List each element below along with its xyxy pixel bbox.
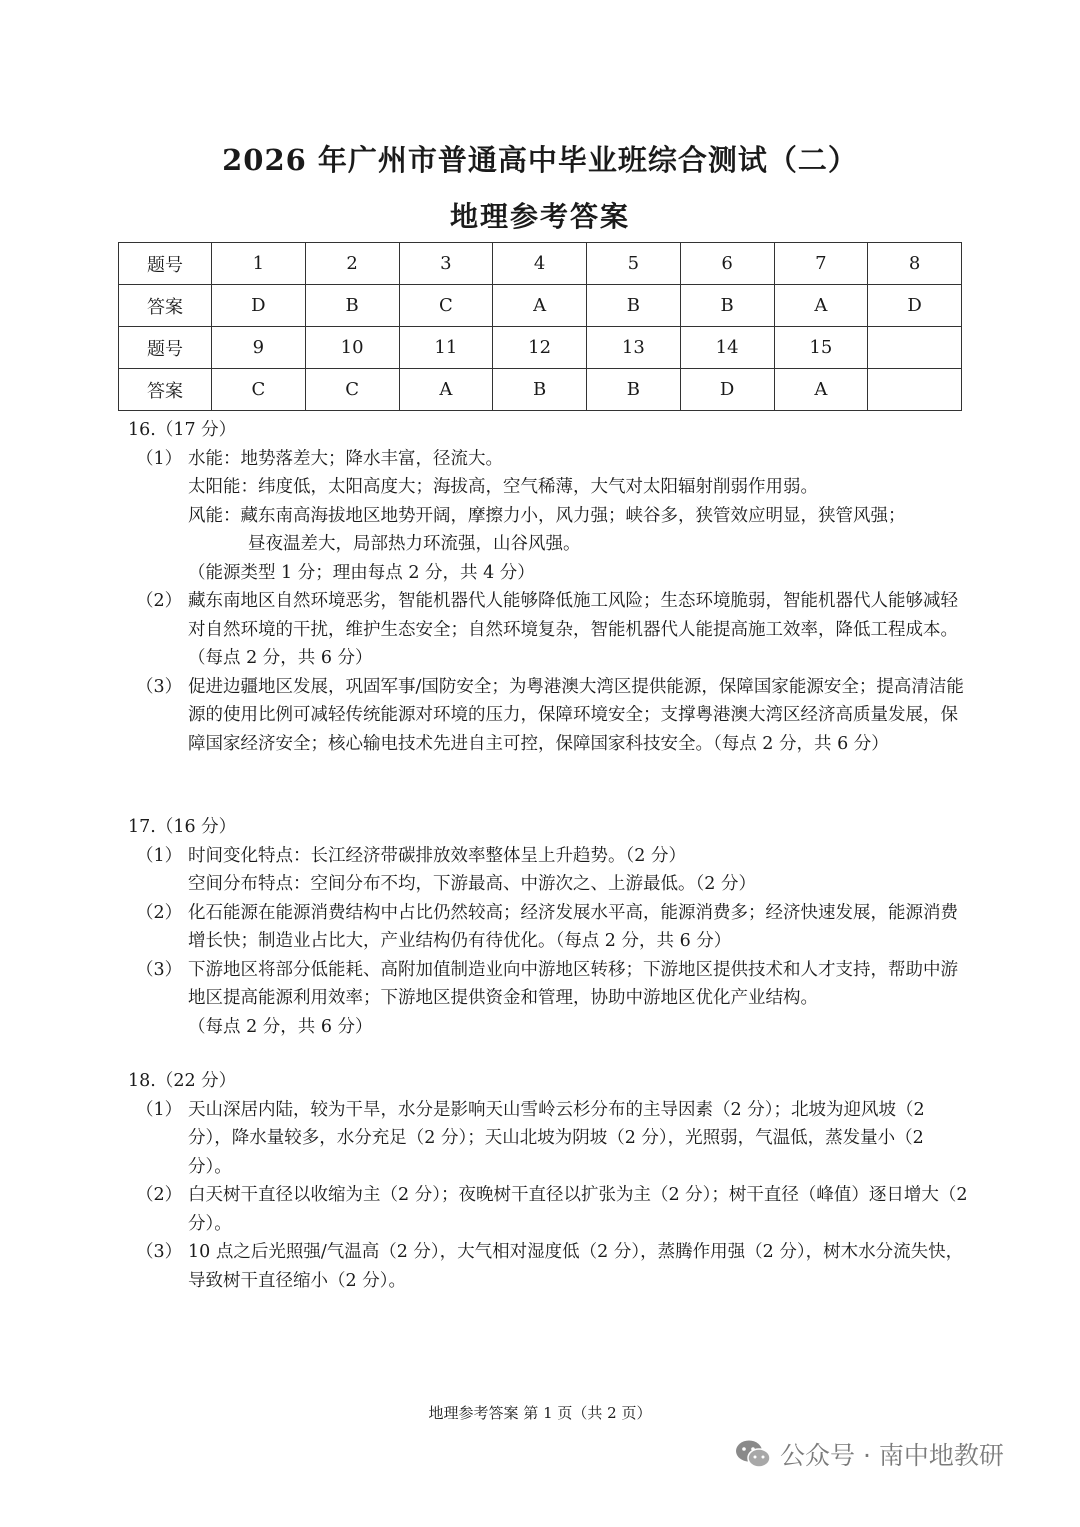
watermark	[734, 1434, 1004, 1474]
answer-text: 白天树干直径以收缩为主（2 分）；夜晚树干直径以扩张为主（2 分）；树干直径（峰值）逐日增大（2 分）。	[188, 1185, 968, 1234]
question-18-part-3	[128, 1238, 968, 1295]
question-number: 8	[868, 243, 962, 285]
page-footer: 地理参考答案 第 1 页（共 2 页）	[428, 1404, 652, 1422]
table-row-answers-1	[119, 285, 962, 327]
question-16-heading: 16.（17 分）	[128, 420, 237, 440]
answer-cell: B	[587, 285, 681, 327]
answer-cell: B	[305, 285, 399, 327]
question-17-part-2	[128, 899, 968, 956]
question-16-part-2	[128, 587, 968, 673]
question-number: 6	[680, 243, 774, 285]
row-label-question: 题号	[119, 327, 212, 369]
part-number: （3）	[136, 1242, 183, 1262]
scoring-note: （每点 2 分，共 6 分）	[188, 1016, 373, 1037]
answer-cell: A	[399, 369, 493, 411]
question-17-part-1	[128, 842, 968, 899]
answer-cell: C	[212, 369, 306, 411]
question-number: 3	[399, 243, 493, 285]
table-row-questions-1	[119, 243, 962, 285]
scoring-note: （能源类型 1 分；理由每点 2 分，共 4 分）	[188, 562, 535, 583]
question-16-part-1	[128, 445, 968, 588]
question-18-part-2	[128, 1181, 968, 1238]
row-label-answer: 答案	[119, 285, 212, 327]
question-number: 7	[774, 243, 868, 285]
part-number: （1）	[136, 845, 183, 866]
question-number: 2	[305, 243, 399, 285]
answer-cell: D	[680, 369, 774, 411]
part-number: （2）	[136, 902, 183, 923]
answer-line: 水能：地势落差大；降水丰富，径流大。	[188, 448, 503, 469]
table-row-answers-2	[119, 369, 962, 411]
answer-text: 天山深居内陆，较为干旱，水分是影响天山雪岭云杉分布的主导因素（2 分）；北坡为迎风坡（2 分），降水量较多，水分充足（2 分）；天山北坡为阴坡（2 分），光照弱，气温低，蒸发量小（2 分）。	[188, 1099, 925, 1177]
answer-cell: D	[212, 285, 306, 327]
answer-line: 空间分布特点：空间分布不均，下游最高、中游次之、上游最低。（2 分）	[188, 874, 756, 894]
question-16-part-3	[128, 673, 968, 759]
answer-text: 化石能源在能源消费结构中占比仍然较高；经济发展水平高，能源消费多；经济快速发展，能源消费增长快；制造业占比大，产业结构仍有待优化。（每点 2 分，共 6 分）	[188, 902, 958, 951]
answer-cell: D	[868, 285, 962, 327]
question-18-part-1	[128, 1096, 968, 1182]
row-label-answer: 答案	[119, 369, 212, 411]
question-18-heading: 18.（22 分）	[128, 1071, 237, 1091]
answer-line: 太阳能：纬度低，太阳高度大；海拔高，空气稀薄，大气对太阳辐射削弱作用弱。	[188, 477, 818, 497]
question-18-section	[128, 1067, 968, 1295]
part-number: （1）	[136, 448, 183, 469]
answer-cell: C	[399, 285, 493, 327]
answer-line: 风能：藏东南高海拔地区地势开阔，摩擦力小，风力强；峡谷多，狭管效应明显，狭管风强；	[188, 505, 906, 526]
question-number: 12	[493, 327, 587, 369]
wechat-icon	[734, 1439, 772, 1469]
question-number: 9	[212, 327, 306, 369]
question-number: 10	[305, 327, 399, 369]
part-number: （3）	[136, 676, 183, 697]
row-label-question: 题号	[119, 243, 212, 285]
page-subtitle: 地理参考答案	[449, 200, 630, 233]
question-17-heading: 17.（16 分）	[128, 817, 237, 837]
question-17-part-3	[128, 956, 968, 1042]
answer-cell: A	[774, 369, 868, 411]
empty-cell	[868, 369, 962, 411]
answer-cell: B	[680, 285, 774, 327]
table-row-questions-2	[119, 327, 962, 369]
question-17-section	[128, 813, 968, 1041]
answer-text: 下游地区将部分低能耗、高附加值制造业向中游地区转移；下游地区提供技术和人才支持，帮助中游地区提高能源利用效率；下游地区提供资金和管理，协助中游地区优化产业结构。	[188, 959, 958, 1008]
answer-cell: B	[493, 369, 587, 411]
answer-cell: A	[774, 285, 868, 327]
question-number: 11	[399, 327, 493, 369]
part-number: （3）	[136, 959, 183, 980]
question-number: 1	[212, 243, 306, 285]
answer-text: 促进边疆地区发展，巩固军事/国防安全；为粤港澳大湾区提供能源，保障国家能源安全；提高清洁能源的使用比例可减轻传统能源对环境的压力，保障环境安全；支撑粤港澳大湾区经济高质量发展，保障国家经济安全；核心输电技术先进自主可控，保障国家科技安全。（每点 2 分，共 6 分）	[188, 676, 964, 754]
answer-cell: C	[305, 369, 399, 411]
question-number: 13	[587, 327, 681, 369]
question-number: 4	[493, 243, 587, 285]
part-number: （2）	[136, 1185, 183, 1205]
page-title: 2026 年广州市普通高中毕业班综合测试（二）	[222, 143, 858, 177]
answer-line: 时间变化特点：长江经济带碳排放效率整体呈上升趋势。（2 分）	[188, 845, 686, 866]
answer-table	[118, 242, 962, 411]
answer-cell: B	[587, 369, 681, 411]
empty-cell	[868, 327, 962, 369]
question-number: 15	[774, 327, 868, 369]
answer-text: 10 点之后光照强/气温高（2 分），大气相对湿度低（2 分），蒸腾作用强（2 分），树木水分流失快，导致树干直径缩小（2 分）。	[188, 1242, 964, 1291]
part-number: （1）	[136, 1099, 183, 1120]
question-16-section	[128, 416, 968, 758]
question-number: 5	[587, 243, 681, 285]
question-number: 14	[680, 327, 774, 369]
answer-text: 藏东南地区自然环境恶劣，智能机器代人能够降低施工风险；生态环境脆弱，智能机器代人能够减轻对自然环境的干扰，维护生态安全；自然环境复杂，智能机器代人能提高施工效率，降低工程成本。（每点 2 分，共 6 分）	[188, 591, 958, 668]
answer-cell: A	[493, 285, 587, 327]
watermark-text: 公众号 · 南中地教研	[780, 1441, 1004, 1470]
part-number: （2）	[136, 591, 183, 611]
answer-line: 昼夜温差大，局部热力环流强，山谷风强。	[248, 534, 581, 554]
